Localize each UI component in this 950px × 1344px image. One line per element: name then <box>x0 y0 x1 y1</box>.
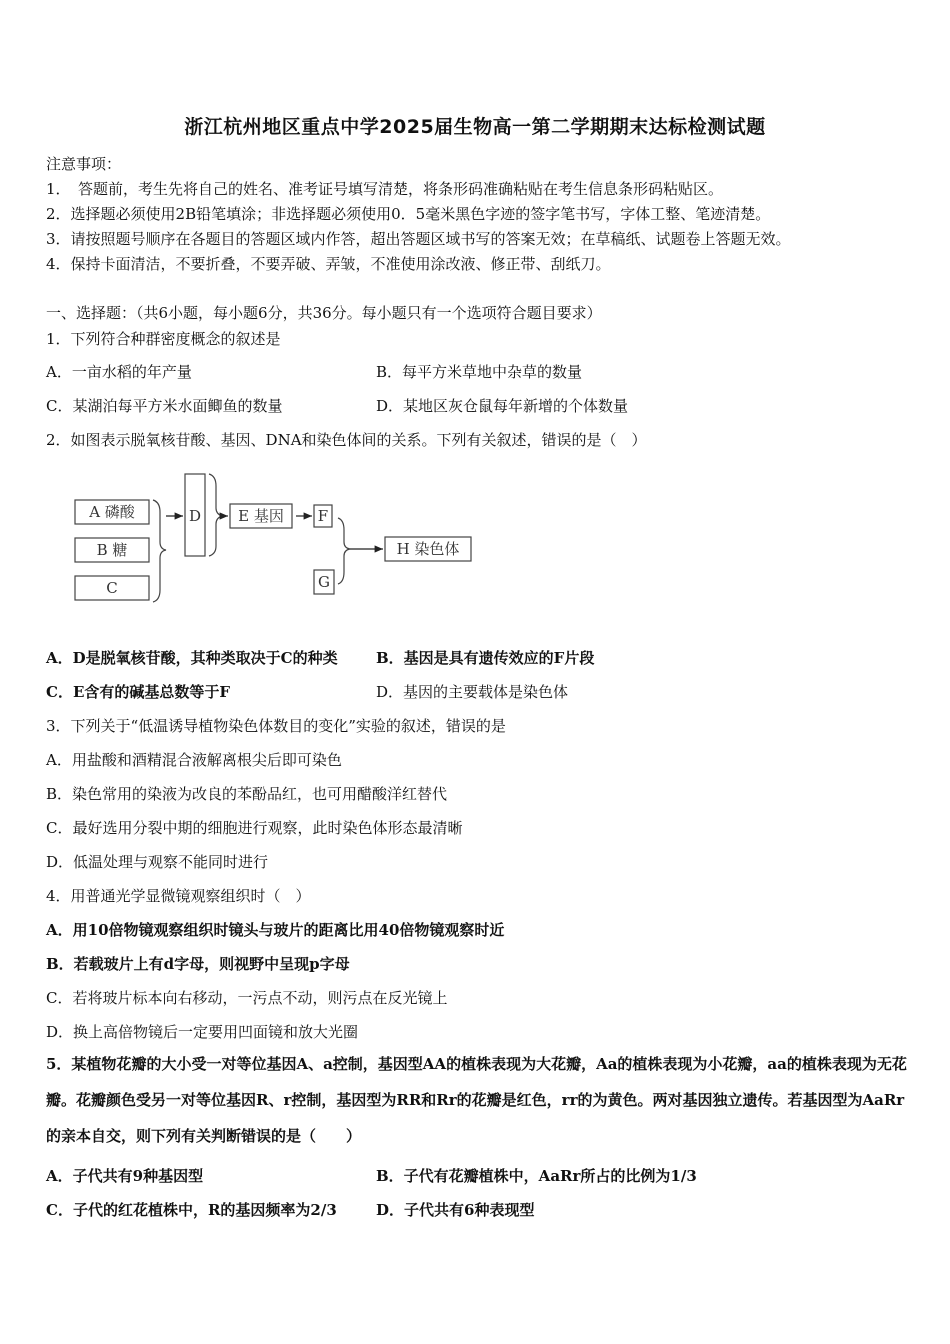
q1-option-c: C．某湖泊每平方米水面鲫鱼的数量 <box>46 397 283 415</box>
diagram-label-h: H 染色体 <box>396 540 460 558</box>
q5-option-a: A．子代共有9种基因型 <box>46 1167 204 1185</box>
q2-option-a: A．D是脱氧核苷酸，其种类取决于C的种类 <box>46 649 338 667</box>
diagram-label-g: G <box>318 573 330 591</box>
diagram-brace-d <box>209 474 222 556</box>
diagram-brace-abc <box>153 500 166 602</box>
diagram-label-a: A 磷酸 <box>89 503 135 521</box>
q5-stem: 5．某植物花瓣的大小受一对等位基因A、a控制，基因型AA的植株表现为大花瓣，Aa的植株表现为小花瓣，aa的植株表现为无花瓣。花瓣颜色受另一对等位基因R、r控制，基因型为RR和Rr的花瓣是红色，rr的为黄色。两对基因独立遗传。若基因型为AaRr的亲本自交，则下列有关判断错误的是（ ） <box>46 1055 907 1145</box>
notice-heading: 注意事项： <box>46 155 122 173</box>
diagram-label-f: F <box>317 507 329 525</box>
diagram-label-e: E 基因 <box>238 507 284 525</box>
q2-option-d: D．基因的主要载体是染色体 <box>376 683 569 701</box>
diagram-label-b: B 糖 <box>96 541 128 559</box>
section-heading: 一、选择题：（共6小题，每小题6分，共36分。每小题只有一个选项符合题目要求） <box>46 304 602 322</box>
q2-diagram <box>60 462 500 612</box>
q3-option-c: C．最好选用分裂中期的细胞进行观察，此时染色体形态最清晰 <box>46 819 463 837</box>
q5-option-d: D．子代共有6种表现型 <box>376 1201 535 1219</box>
q4-stem: 4．用普通光学显微镜观察组织时（ ） <box>46 887 311 905</box>
diagram-label-d: D <box>188 507 202 525</box>
q4-option-b: B．若载玻片上有d字母，则视野中呈现p字母 <box>46 955 350 973</box>
notice-item-4: 4．保持卡面清洁，不要折叠，不要弄破、弄皱，不准使用涂改液、修正带、刮纸刀。 <box>46 255 611 273</box>
q5-option-b: B．子代有花瓣植株中，AaRr所占的比例为1/3 <box>376 1167 697 1185</box>
q1-option-b: B．每平方米草地中杂草的数量 <box>376 363 583 381</box>
notice-item-2: 2．选择题必须使用2B铅笔填涂；非选择题必须使用0．5毫米黑色字迹的签字笔书写，字体工整、笔迹清楚。 <box>46 205 771 223</box>
q4-option-c: C．若将玻片标本向右移动，一污点不动，则污点在反光镜上 <box>46 989 448 1007</box>
q5-option-c: C．子代的红花植株中，R的基因频率为2/3 <box>46 1201 337 1219</box>
q1-option-a: A．一亩水稻的年产量 <box>46 363 192 381</box>
q4-option-d: D．换上高倍物镜后一定要用凹面镜和放大光圈 <box>46 1023 359 1041</box>
q2-option-c: C．E含有的碱基总数等于F <box>46 683 231 701</box>
notice-item-1: 1． 答题前，考生先将自己的姓名、准考证号填写清楚，将条形码准确粘贴在考生信息条形码粘贴区。 <box>46 180 724 198</box>
page-title: 浙江杭州地区重点中学2025届生物高一第二学期期末达标检测试题 <box>184 116 766 138</box>
q1-stem: 1．下列符合种群密度概念的叙述是 <box>46 330 281 348</box>
q3-option-a: A．用盐酸和酒精混合液解离根尖后即可染色 <box>46 751 342 769</box>
q4-option-a: A．用10倍物镜观察组织时镜头与玻片的距离比用40倍物镜观察时近 <box>46 921 505 939</box>
q2-stem: 2．如图表示脱氧核苷酸、基因、DNA和染色体间的关系。下列有关叙述，错误的是（ ） <box>46 431 647 449</box>
q3-option-b: B．染色常用的染液为改良的苯酚品红，也可用醋酸洋红替代 <box>46 785 448 803</box>
notice-item-3: 3．请按照题号顺序在各题目的答题区域内作答，超出答题区域书写的答案无效；在草稿纸、试题卷上答题无效。 <box>46 230 791 248</box>
q2-option-b: B．基因是具有遗传效应的F片段 <box>376 649 595 667</box>
q1-option-d: D．某地区灰仓鼠每年新增的个体数量 <box>376 397 629 415</box>
diagram-label-c: C <box>106 579 118 597</box>
q3-option-d: D．低温处理与观察不能同时进行 <box>46 853 269 871</box>
diagram-brace-fg <box>338 518 350 584</box>
q3-stem: 3．下列关于“低温诱导植物染色体数目的变化”实验的叙述，错误的是 <box>46 717 506 735</box>
